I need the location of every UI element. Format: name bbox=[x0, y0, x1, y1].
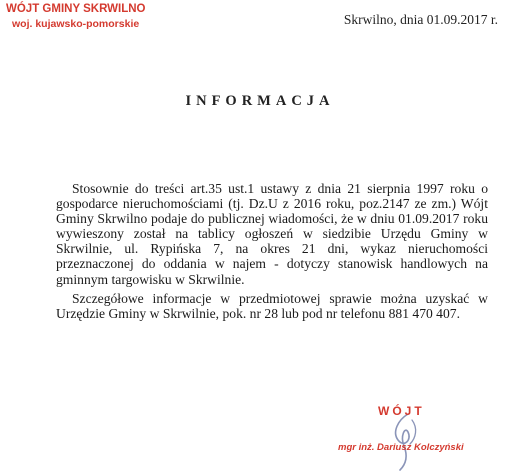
place-and-date: Skrwilno, dnia 01.09.2017 r. bbox=[343, 12, 498, 27]
signatory-name: mgr inż. Dariusz Kolczyński bbox=[338, 442, 464, 453]
signature-block bbox=[338, 404, 488, 474]
handwritten-signature bbox=[378, 410, 438, 472]
stamp-voivodeship: woj. kujawsko-pomorskie bbox=[12, 18, 140, 30]
document-body bbox=[56, 181, 488, 321]
issuer-stamp bbox=[6, 2, 146, 32]
body-paragraph-1: Stosownie do treści art.35 ust.1 ustawy z dnia 21 sierpnia 1997 roku o gospodarce nieruchomościami (tj. Dz.U z 2016 roku, poz.2147 ze zm.) Wójt Gminy Skrwilno podaje do publicznej wiadomości, że w dniu 01.09.2017 roku wywieszony został na tablicy ogłoszeń w siedzibie Urzędu Gminy w Skrwilnie, ul. Rypińska 7, na okres 21 dni, wykaz nieruchomości przeznaczonej do oddania w najem - dotyczy stanowisk handlowych na gminnym targowisku w Skrwilnie. bbox=[56, 181, 488, 287]
signature-title: WÓJT bbox=[378, 404, 425, 418]
stamp-office-name: WÓJT GMINY SKRWILNO bbox=[6, 3, 146, 15]
body-paragraph-2: Szczegółowe informacje w przedmiotowej sprawie można uzyskać w Urzędzie Gminy w Skrwilnie, pok. nr 28 lub pod nr telefonu 881 470 407. bbox=[56, 290, 488, 321]
document-title: INFORMACJA bbox=[185, 93, 335, 109]
